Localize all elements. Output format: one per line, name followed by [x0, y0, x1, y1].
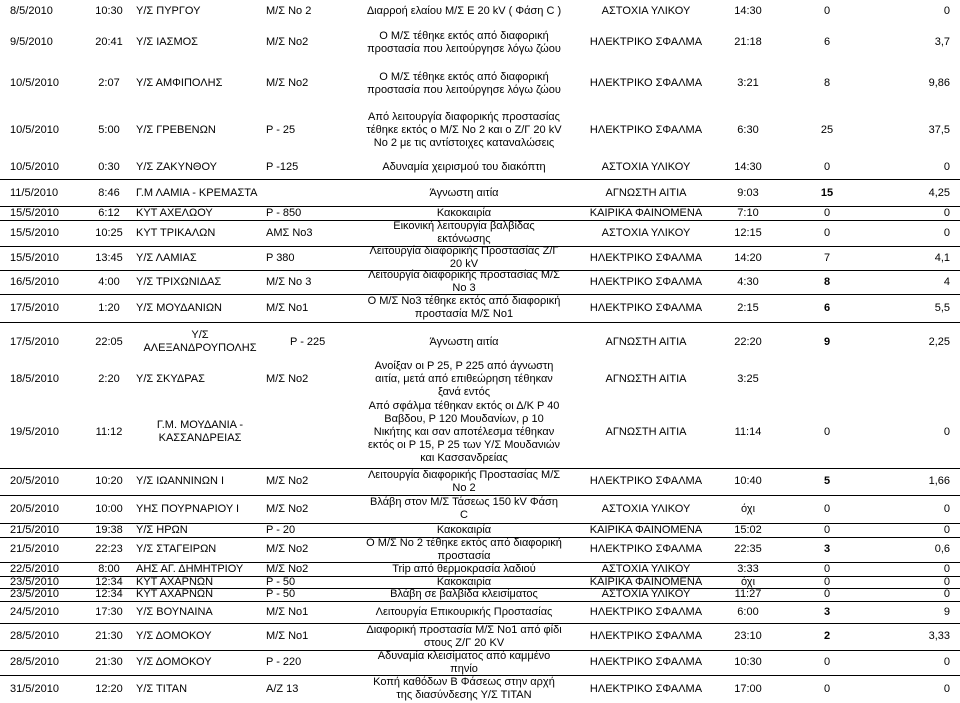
cell-equipment: [266, 396, 364, 468]
cell-value: 0: [943, 656, 950, 668]
cell-equipment: Μ/Σ Νο2: [266, 543, 309, 555]
cell-description: Κακοκαιρία: [436, 575, 492, 588]
cell-description: Αδυναμία χειρισμού του διακόπτη: [382, 160, 546, 173]
cell-date: 9/5/2010: [10, 36, 53, 48]
cell-substation: Υ/Σ ΛΑΜΙΑΣ: [136, 251, 197, 264]
cell-time: 21:30: [95, 656, 123, 668]
cell-date: 24/5/2010: [10, 605, 59, 618]
cell-value: 0: [943, 160, 950, 173]
cell-description: Ανοίξαν οι Ρ 25, Ρ 225 από άγνωστη αιτία, μετά από επιθεώρηση τέθηκαν ξανά εντός: [374, 359, 554, 398]
cell-date: 18/5/2010: [10, 372, 59, 385]
cell-duration: 11:14: [734, 425, 762, 438]
cell-value: 9: [943, 605, 950, 618]
cell-duration: 15:02: [734, 523, 762, 536]
cell-description: Ο Μ/Σ τέθηκε εκτός από διαφορική προστασία που λειτούργησε λόγω ζώου: [367, 70, 561, 96]
cell-cause: ΗΛΕΚΤΡΙΚΟ ΣΦΑΛΜΑ: [589, 543, 703, 555]
cell-time: 22:05: [95, 335, 123, 348]
cell-cause: ΑΓΝΩΣΤΗ ΑΙΤΙΑ: [605, 425, 687, 438]
cell-description: Λειτουργία διαφορικής Προστασίας Ζ/Γ 20 kV: [369, 245, 559, 270]
cell-cause: ΗΛΕΚΤΡΙΚΟ ΣΦΑΛΜΑ: [589, 275, 703, 288]
cell-time: 6:12: [98, 206, 120, 219]
cell-equipment: Μ/Σ Νο2: [266, 36, 309, 48]
cell-time: 13:45: [95, 251, 123, 264]
cell-substation: ΚΥΤ ΑΧΑΡΝΩΝ: [136, 588, 214, 600]
cell-count: 7: [823, 251, 831, 264]
cell-count: 5: [823, 475, 831, 487]
cell-substation: Υ/Σ ΣΤΑΓΕΙΡΩΝ: [136, 543, 217, 555]
cell-duration: 22:35: [734, 543, 762, 555]
cell-cause: ΗΛΕΚΤΡΙΚΟ ΣΦΑΛΜΑ: [589, 36, 703, 48]
cell-equipment: Ρ - 25: [266, 123, 296, 136]
cell-date: 28/5/2010: [10, 630, 59, 642]
cell-equipment: Μ/Σ Νο2: [266, 502, 309, 515]
cell-date: 16/5/2010: [10, 275, 59, 288]
cell-substation: Υ/Σ ΤΙΤΑΝ: [136, 682, 188, 695]
cell-substation: ΚΥΤ ΑΧΕΛΩΟΥ: [136, 206, 213, 219]
cell-date: 17/5/2010: [10, 335, 59, 348]
cell-substation: Υ/Σ ΙΑΣΜΟΣ: [136, 36, 198, 48]
cell-substation: Υ/Σ ΔΟΜΟΚΟΥ: [136, 630, 212, 642]
cell-time: 2:07: [98, 77, 120, 89]
cell-description: Άγνωστη αιτία: [429, 186, 499, 199]
cell-time: 8:00: [98, 562, 120, 575]
cell-date: 22/5/2010: [10, 562, 59, 575]
cell-cause: ΗΛΕΚΤΡΙΚΟ ΣΦΑΛΜΑ: [589, 123, 703, 136]
table-row: [0, 537, 960, 563]
cell-value: 3,7: [934, 36, 950, 48]
table-row: [0, 220, 960, 247]
cell-cause: ΑΣΤΟΧΙΑ ΥΛΙΚΟΥ: [601, 160, 691, 173]
cell-time: 12:34: [95, 588, 123, 600]
cell-date: 10/5/2010: [10, 77, 59, 89]
cell-date: 10/5/2010: [10, 160, 59, 173]
table-row: [0, 294, 960, 323]
table-row: [0, 601, 960, 624]
cell-value: 5,5: [934, 301, 950, 314]
cell-duration: 3:33: [737, 562, 759, 575]
cell-equipment: Ρ 380: [266, 251, 295, 264]
table-row: [0, 588, 960, 602]
cell-value: 0: [943, 682, 950, 695]
cell-description: Λειτουργία διαφορικής προστασίας Μ/Σ Νο 3: [368, 269, 560, 294]
cell-cause: ΑΣΤΟΧΙΑ ΥΛΙΚΟΥ: [601, 226, 691, 239]
cell-value: 4: [943, 275, 950, 288]
table-row: [0, 359, 960, 398]
cell-equipment: Μ/Σ Νο2: [266, 372, 309, 385]
cell-cause: ΑΣΤΟΧΙΑ ΥΛΙΚΟΥ: [601, 588, 691, 600]
cell-time: 20:41: [95, 36, 123, 48]
cell-equipment: Μ/Σ Νο1: [266, 630, 309, 642]
cell-count: 0: [823, 656, 831, 668]
cell-count: 0: [823, 425, 831, 438]
cell-value: 0: [943, 575, 950, 588]
cell-equipment: Ρ - 20: [266, 523, 296, 536]
table-row: [0, 270, 960, 295]
cell-count: 8: [823, 275, 831, 288]
cell-substation: ΥΗΣ ΠΟΥΡΝΑΡΙΟΥ Ι: [136, 502, 240, 515]
cell-substation: Υ/Σ ΑΛΕΞΑΝΔΡΟΥΠΟΛΗΣ: [143, 329, 257, 354]
cell-value: 37,5: [928, 123, 950, 136]
cell-time: 10:20: [95, 475, 123, 487]
cell-equipment: ΑΜΣ Νο3: [266, 226, 313, 239]
cell-value: 0: [943, 562, 950, 575]
cell-substation: Γ.Μ ΛΑΜΙΑ - ΚΡΕΜΑΣΤΑ: [136, 186, 258, 199]
cell-count: 0: [823, 562, 831, 575]
cell-description: Κακοκαιρία: [436, 206, 492, 219]
table-row: [0, 650, 960, 676]
cell-duration: 7:10: [737, 206, 759, 219]
table-row: [0, 62, 960, 105]
cell-duration: 21:18: [734, 36, 762, 48]
cell-duration: 3:21: [737, 77, 759, 89]
cell-time: 12:20: [95, 682, 123, 695]
cell-equipment: Ρ - 50: [266, 588, 296, 600]
cell-description: Ο Μ/Σ Νο3 τέθηκε εκτός από διαφορική προστασία Μ/Σ Νο1: [367, 295, 561, 320]
cell-substation: Υ/Σ ΑΜΦΙΠΟΛΗΣ: [136, 77, 223, 89]
cell-duration: 17:00: [734, 682, 762, 695]
table-row: [0, 105, 960, 155]
cell-count: 8: [823, 77, 831, 89]
cell-time: 5:00: [98, 123, 120, 136]
cell-time: 0:30: [98, 160, 120, 173]
cell-cause: ΗΛΕΚΤΡΙΚΟ ΣΦΑΛΜΑ: [589, 605, 703, 618]
cell-duration: 14:30: [734, 5, 762, 17]
cell-value: 0: [943, 425, 950, 438]
table-row: [0, 468, 960, 496]
cell-cause: ΑΓΝΩΣΤΗ ΑΙΤΙΑ: [605, 186, 687, 199]
cell-duration: 9:03: [737, 186, 759, 199]
cell-duration: 11:27: [734, 588, 762, 600]
cell-substation: Υ/Σ ΜΟΥΔΑΝΙΩΝ: [136, 301, 222, 314]
table-row: [0, 180, 960, 207]
cell-substation: Υ/Σ ΒΟΥΝΑΙΝΑ: [136, 605, 213, 618]
cell-equipment: Μ/Σ Νο2: [266, 562, 309, 575]
table-row: [0, 623, 960, 651]
cell-date: 19/5/2010: [10, 425, 59, 438]
cell-value: 0: [943, 206, 950, 219]
cell-count: [808, 362, 846, 396]
cell-count: 2: [823, 630, 831, 642]
cell-value: [864, 362, 954, 396]
cell-value: 1,66: [928, 475, 950, 487]
table-row: [0, 206, 960, 221]
cell-time: 8:46: [98, 186, 120, 199]
cell-date: 21/5/2010: [10, 543, 59, 555]
cell-substation: Υ/Σ ΣΚΥΔΡΑΣ: [136, 372, 205, 385]
cell-equipment: Ρ - 50: [266, 575, 296, 588]
cell-time: 2:20: [98, 372, 120, 385]
cell-description: Από σφάλμα τέθηκαν εκτός οι Δ/Κ Ρ 40 Βαβδου, Ρ 120 Μουδανίων, ρ 10 Νικήτης και σαν αποτέλεσμα τέθηκαν εκτός οι Ρ 15, Ρ 25 των Υ/Σ Μουδανιών και Κασσανδρείας: [367, 399, 561, 464]
table-row: [0, 155, 960, 180]
cell-description: Κοπή καθόδων Β Φάσεως στην αρχή της διασύνδεσης Υ/Σ ΤΙΤΑΝ: [373, 676, 555, 701]
cell-time: 10:30: [95, 5, 123, 17]
cell-substation: ΚΥΤ ΑΧΑΡΝΩΝ: [136, 575, 214, 588]
cell-duration: 3:25: [737, 372, 759, 385]
cell-equipment: Α/Ζ 13: [266, 682, 299, 695]
cell-substation: ΑΗΣ ΑΓ. ΔΗΜΗΤΡΙΟΥ: [136, 562, 244, 575]
cell-count: 3: [823, 543, 831, 555]
cell-value: 4,1: [934, 251, 950, 264]
cell-equipment: Μ/Σ Νο 2: [266, 5, 312, 17]
table-row: [0, 23, 960, 62]
cell-equipment: Ρ - 225: [290, 335, 326, 348]
cell-cause: ΑΣΤΟΧΙΑ ΥΛΙΚΟΥ: [601, 5, 691, 17]
table-row: [0, 495, 960, 524]
cell-count: 0: [823, 588, 831, 600]
cell-duration: 12:15: [734, 226, 762, 239]
cell-value: 0: [943, 226, 950, 239]
cell-value: 9,86: [928, 77, 950, 89]
cell-date: 15/5/2010: [10, 226, 59, 239]
cell-description: Βλάβη σε βαλβίδα κλεισίματος: [390, 588, 538, 600]
cell-substation: Υ/Σ ΓΡΕΒΕΝΩΝ: [136, 123, 216, 136]
cell-date: 31/5/2010: [10, 682, 59, 695]
cell-time: 21:30: [95, 630, 123, 642]
cell-date: 11/5/2010: [10, 186, 59, 199]
cell-value: 0: [943, 588, 950, 600]
cell-description: Αδυναμία κλεισίματος από καμμένο πηνίο: [377, 649, 551, 675]
cell-description: Από λειτουργία διαφορικής προστασίας τέθηκε εκτός ο Μ/Σ Νο 2 και ο Ζ/Γ 20 kV Νο 2 με τις αντίστοιχες καταναλώσεις: [366, 110, 562, 149]
cell-cause: ΗΛΕΚΤΡΙΚΟ ΣΦΑΛΜΑ: [589, 630, 703, 642]
cell-substation: ΚΥΤ ΤΡΙΚΑΛΩΝ: [136, 226, 216, 239]
cell-value: 0,6: [934, 543, 950, 555]
cell-description: Ο Μ/Σ τέθηκε εκτός από διαφορική προστασία που λειτούργησε λόγω ζώου: [367, 29, 561, 55]
cell-date: 21/5/2010: [10, 523, 59, 536]
cell-value: 0: [943, 5, 950, 17]
cell-time: 4:00: [98, 275, 120, 288]
cell-value: 0: [943, 523, 950, 536]
cell-date: 20/5/2010: [10, 502, 59, 515]
cell-cause: ΚΑΙΡΙΚΑ ΦΑΙΝΟΜΕΝΑ: [589, 523, 703, 536]
cell-description: Λειτουργία διαφορικής Προστασίας Μ/Σ Νο 2: [367, 468, 561, 494]
cell-cause: ΑΣΤΟΧΙΑ ΥΛΙΚΟΥ: [601, 562, 691, 575]
cell-equipment: Ρ - 850: [266, 206, 302, 219]
cell-equipment: Μ/Σ Νο2: [266, 475, 309, 487]
cell-cause: ΗΛΕΚΤΡΙΚΟ ΣΦΑΛΜΑ: [589, 301, 703, 314]
table-row: [0, 246, 960, 271]
cell-count: 25: [820, 123, 834, 136]
cell-description: Εικονική λειτουργία βαλβίδας εκτόνωσης: [393, 220, 535, 245]
cell-cause: ΑΓΝΩΣΤΗ ΑΙΤΙΑ: [605, 335, 687, 348]
cell-date: 15/5/2010: [10, 251, 59, 264]
cell-cause: ΗΛΕΚΤΡΙΚΟ ΣΦΑΛΜΑ: [589, 682, 703, 695]
cell-count: 0: [823, 160, 831, 173]
cell-date: 23/5/2010: [10, 575, 59, 588]
cell-value: 0: [943, 502, 950, 515]
cell-date: 17/5/2010: [10, 301, 59, 314]
cell-description: Ο Μ/Σ Νο 2 τέθηκε εκτός από διαφορική προστασία: [366, 536, 562, 562]
cell-duration: όχι: [740, 575, 756, 588]
cell-time: 11:12: [95, 425, 123, 438]
cell-equipment: Μ/Σ Νο1: [266, 301, 309, 314]
cell-description: Λειτουργία Επικουρικής Προστασίας: [375, 605, 553, 618]
cell-duration: 10:30: [734, 656, 762, 668]
cell-equipment: [266, 180, 364, 206]
cell-count: 15: [820, 186, 834, 199]
cell-description: Διαρροή ελαίου Μ/Σ Ε 20 kV ( Φάση C ): [366, 5, 562, 17]
table-row: [0, 396, 960, 469]
cell-duration: 2:15: [737, 301, 759, 314]
cell-value: 4,25: [928, 186, 950, 199]
cell-duration: 6:00: [737, 605, 759, 618]
cell-count: 0: [823, 206, 831, 219]
cell-duration: 14:20: [734, 251, 762, 264]
cell-description: Βλάβη στον Μ/Σ Τάσεως 150 kV Φάση C: [370, 496, 558, 521]
cell-cause: ΗΛΕΚΤΡΙΚΟ ΣΦΑΛΜΑ: [589, 656, 703, 668]
cell-description: Διαφορική προστασία Μ/Σ Νο1 από φίδι στους Ζ/Γ 20 KV: [366, 623, 562, 649]
cell-equipment: Ρ - 220: [266, 656, 302, 668]
table-row: [0, 322, 960, 362]
cell-time: 17:30: [95, 605, 123, 618]
cell-duration: 6:30: [737, 123, 759, 136]
cell-equipment: Μ/Σ Νο1: [266, 605, 309, 618]
cell-equipment: Ρ -125: [266, 160, 299, 173]
cell-cause: ΚΑΙΡΙΚΑ ΦΑΙΝΟΜΕΝΑ: [589, 575, 703, 588]
cell-time: 22:23: [95, 543, 123, 555]
cell-time: 12:34: [95, 575, 123, 588]
cell-substation: Γ.Μ. ΜΟΥΔΑΝΙΑ - ΚΑΣΣΑΝΔΡΕΙΑΣ: [156, 419, 244, 444]
cell-time: 19:38: [95, 523, 123, 536]
cell-cause: ΗΛΕΚΤΡΙΚΟ ΣΦΑΛΜΑ: [589, 251, 703, 264]
cell-duration: 23:10: [734, 630, 762, 642]
cell-date: 10/5/2010: [10, 123, 59, 136]
cell-time: 1:20: [98, 301, 120, 314]
cell-substation: Υ/Σ ΗΡΩΝ: [136, 523, 188, 536]
cell-substation: Υ/Σ ΠΥΡΓΟΥ: [136, 5, 201, 17]
cell-duration: 22:20: [734, 335, 762, 348]
cell-count: 9: [823, 335, 831, 348]
cell-duration: όχι: [740, 502, 756, 515]
cell-value: 3,33: [928, 630, 950, 642]
cell-description: Trip από θερμοκρασία λαδιού: [392, 562, 536, 575]
cell-substation: Υ/Σ ΔΟΜΟΚΟΥ: [136, 656, 212, 668]
cell-count: 0: [823, 575, 831, 588]
cell-date: 15/5/2010: [10, 206, 59, 219]
cell-date: 20/5/2010: [10, 475, 59, 487]
cell-duration: 10:40: [734, 475, 762, 487]
cell-substation: Υ/Σ ΖΑΚΥΝΘΟΥ: [136, 160, 218, 173]
cell-equipment: Μ/Σ Νο2: [266, 77, 309, 89]
cell-date: 28/5/2010: [10, 656, 59, 668]
cell-date: 23/5/2010: [10, 588, 59, 600]
cell-date: 8/5/2010: [10, 5, 53, 17]
cell-description: Κακοκαιρία: [436, 523, 492, 536]
cell-count: 0: [823, 523, 831, 536]
cell-count: 3: [823, 605, 831, 618]
cell-count: 0: [823, 682, 831, 695]
cell-count: 0: [823, 226, 831, 239]
cell-count: 0: [823, 502, 831, 515]
cell-value: 2,25: [928, 335, 950, 348]
cell-count: 6: [823, 301, 831, 314]
table-row: [0, 675, 960, 703]
cell-cause: ΚΑΙΡΙΚΑ ΦΑΙΝΟΜΕΝΑ: [589, 206, 703, 219]
cell-description: Άγνωστη αιτία: [429, 335, 499, 348]
cell-duration: 14:30: [734, 160, 762, 173]
cell-count: 0: [823, 5, 831, 17]
cell-cause: ΗΛΕΚΤΡΙΚΟ ΣΦΑΛΜΑ: [589, 77, 703, 89]
cell-time: 10:00: [95, 502, 123, 515]
cell-cause: ΑΣΤΟΧΙΑ ΥΛΙΚΟΥ: [601, 502, 691, 515]
cell-substation: Υ/Σ ΙΩΑΝΝΙΝΩΝ Ι: [136, 475, 225, 487]
cell-duration: 4:30: [737, 275, 759, 288]
cell-equipment: Μ/Σ Νο 3: [266, 275, 312, 288]
cell-time: 10:25: [95, 226, 123, 239]
cell-cause: ΗΛΕΚΤΡΙΚΟ ΣΦΑΛΜΑ: [589, 475, 703, 487]
cell-cause: ΑΓΝΩΣΤΗ ΑΙΤΙΑ: [605, 372, 687, 385]
table-row: [0, 0, 960, 23]
cell-count: 6: [823, 36, 831, 48]
cell-substation: Υ/Σ ΤΡΙΧΩΝΙΔΑΣ: [136, 275, 222, 288]
